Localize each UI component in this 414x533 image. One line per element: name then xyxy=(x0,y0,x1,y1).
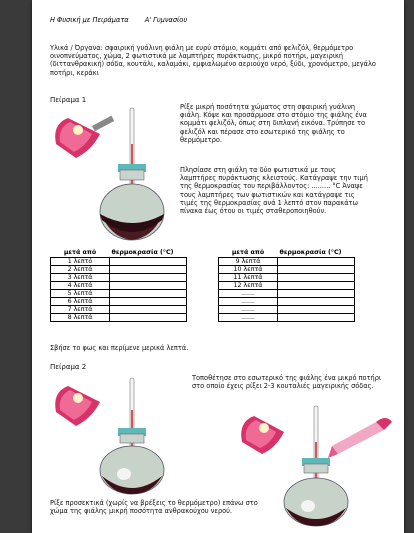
table-row xyxy=(219,290,355,298)
temperature-cell[interactable] xyxy=(110,290,187,298)
table-row xyxy=(219,274,355,282)
table-row xyxy=(219,266,355,274)
temperature-cell[interactable] xyxy=(278,314,355,322)
experiment1-illustration xyxy=(48,104,174,242)
temperature-cell[interactable] xyxy=(110,258,187,266)
time-cell: ....... xyxy=(219,290,278,298)
lamp-icon xyxy=(55,386,100,426)
table-row xyxy=(51,282,187,290)
time-cell: 12 λεπτά xyxy=(219,282,278,290)
time-cell: ....... xyxy=(219,298,278,306)
table-row xyxy=(219,298,355,306)
time-cell: ....... xyxy=(219,306,278,314)
time-cell: 4 λεπτά xyxy=(51,282,110,290)
table-row xyxy=(51,258,187,266)
temperature-cell[interactable] xyxy=(278,306,355,314)
column-header-time: μετά από xyxy=(219,248,278,258)
experiment2-paragraph: Τοποθέτησε στο εσωτερικό της φιάλης ένα μικρό ποτήρι στο οποίο έχεις ρίξει 2-3 κουταλιές μαγειρικής σόδας. xyxy=(192,374,382,391)
temperature-cell[interactable] xyxy=(278,282,355,290)
column-header-time: μετά από xyxy=(51,248,110,258)
table-row xyxy=(219,282,355,290)
experiment1-paragraph-2: Πλησίασε στη φιάλη τα δύο φωτιστικά με τους λαμπτήρες πυράκτωσης κλειστούς. Κατάγραψε την τιμή της θερμοκρασίας του περιβάλλοντος: ......... °C Άναψε τους λαμπτήρες των φωτιστικών και κατάγραψε τις τιμές της θερμοκρασίας ανά 1 λεπτό στον παρακάτω πίνακα έως ότου οι τιμές σταθεροποιηθούν. xyxy=(180,166,368,216)
temperature-cell[interactable] xyxy=(110,314,187,322)
time-cell: 5 λεπτά xyxy=(51,290,110,298)
temperature-table-right xyxy=(218,248,355,322)
table-row xyxy=(51,290,187,298)
running-header xyxy=(50,16,187,24)
temperature-cell[interactable] xyxy=(278,274,355,282)
time-cell: ....... xyxy=(219,314,278,322)
flask-icon xyxy=(100,434,164,494)
time-cell: 2 λεπτά xyxy=(51,266,110,274)
time-cell: 6 λεπτά xyxy=(51,298,110,306)
table-row xyxy=(51,306,187,314)
table-row xyxy=(219,314,355,322)
temperature-cell[interactable] xyxy=(278,258,355,266)
temperature-cell[interactable] xyxy=(110,266,187,274)
time-cell: 9 λεπτά xyxy=(219,258,278,266)
table-row xyxy=(219,258,355,266)
experiment1-title: Πείραμα 1 xyxy=(50,96,87,104)
time-cell: 7 λεπτά xyxy=(51,306,110,314)
column-header-temperature: θερμοκρασία (°C) xyxy=(278,248,355,258)
table-row xyxy=(51,298,187,306)
header-grade: Α' Γυμνασίου xyxy=(144,16,188,24)
header-book-title: Η Φυσική με Πειράματα xyxy=(50,16,129,24)
temperature-cell[interactable] xyxy=(110,282,187,290)
temperature-cell[interactable] xyxy=(110,306,187,314)
time-cell: 8 λεπτά xyxy=(51,314,110,322)
lamp-icon xyxy=(241,416,284,454)
table-row xyxy=(51,314,187,322)
temperature-cell[interactable] xyxy=(110,298,187,306)
temperature-cell[interactable] xyxy=(278,290,355,298)
temperature-table-left xyxy=(50,248,187,322)
small-glass-icon xyxy=(301,500,315,512)
time-cell: 10 λεπτά xyxy=(219,266,278,274)
temperature-cell[interactable] xyxy=(278,266,355,274)
document-page xyxy=(32,0,404,533)
after-table-instruction: Σβήσε το φως και περίμενε μερικά λεπτά. xyxy=(50,344,189,352)
table-row xyxy=(219,306,355,314)
temperature-cell[interactable] xyxy=(110,274,187,282)
temperature-cell[interactable] xyxy=(278,298,355,306)
lamp-icon xyxy=(55,116,114,158)
materials-paragraph: Υλικά / Όργανα: σφαιρική γυάλινη φιάλη με ευρύ στόμιο, κομμάτι από φελιζόλ, θερμόμετρο οινοπνεύματος, χώμα, 2 φωτιστικά με λαμπτήρες πυράκτωσης, μικρό ποτήρι, μαγειρική (διττανθρακική) σόδα, κουτάλι, καλαμάκι, εμφιαλωμένο αεριούχο νερό, ξύδι, χρονόμετρο, μεγάλο ποτήρι, κεράκι xyxy=(50,44,376,77)
table-row xyxy=(51,274,187,282)
experiment2-title: Πείραμα 2 xyxy=(50,363,87,371)
bottom-instruction: Ρίξε προσεκτικά (χωρίς να βρέξεις το θερμόμετρο) επάνω στο χώμα της φιάλης μικρή ποσότητα ανθρακούχου νερού. xyxy=(50,499,258,516)
column-header-temperature: θερμοκρασία (°C) xyxy=(110,248,187,258)
time-cell: 1 λεπτό xyxy=(51,258,110,266)
experiment2-illustration xyxy=(48,376,174,496)
flask-icon xyxy=(284,464,348,526)
experiment1-paragraph-1: Ρίξε μικρή ποσότητα χώματος στη σφαιρική γυάλινη φιάλη. Κόψε και προσάρμοσε στο στόμιο της φιάλης ένα κομμάτι φελιζόλ, όπως στη διπλανή εικόνα. Τρύπησε το φελιζόλ και πέρασε στο εσωτερικό της φιάλης το θερμόμετρο. xyxy=(180,103,367,144)
time-cell: 11 λεπτά xyxy=(219,274,278,282)
time-cell: 3 λεπτά xyxy=(51,274,110,282)
bottle-icon xyxy=(328,418,392,458)
small-glass-icon xyxy=(117,468,131,480)
table-row xyxy=(51,266,187,274)
